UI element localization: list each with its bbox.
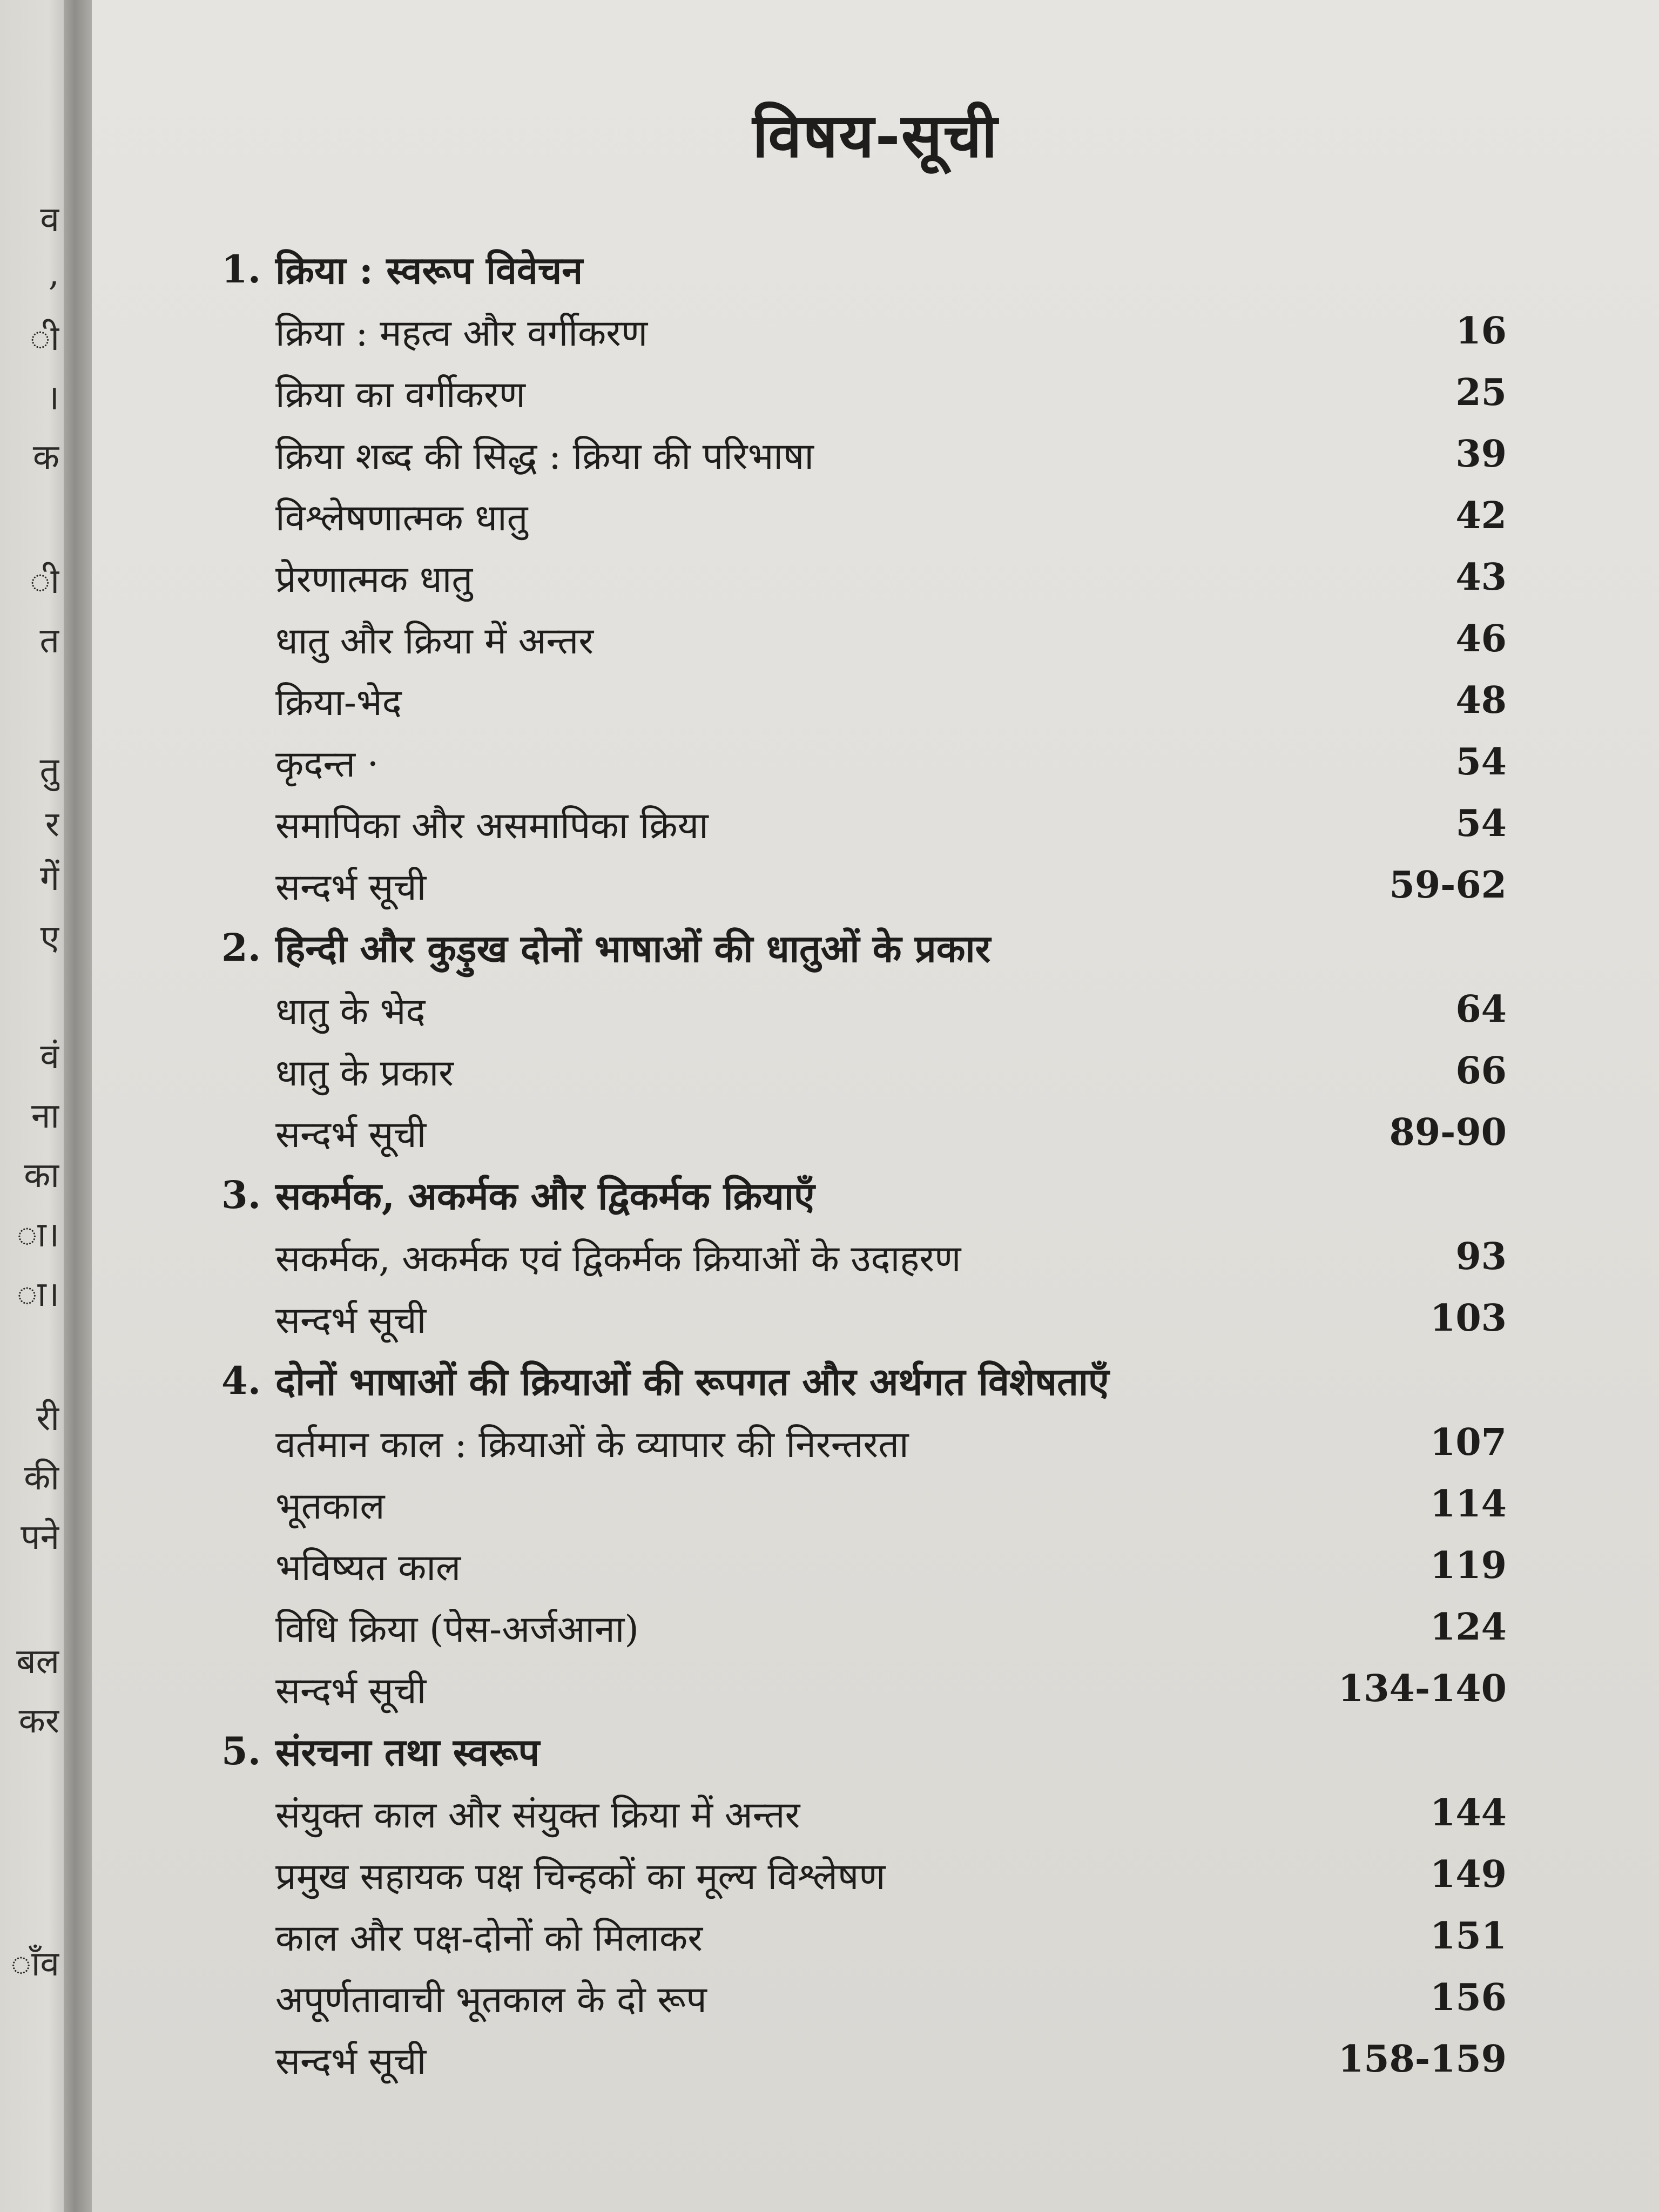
toc-entry [221, 1287, 1507, 1349]
entry-title: भविष्यत काल [275, 1546, 461, 1589]
entry-page-number: 46 [1455, 617, 1507, 660]
entry-title: सन्दर्भ सूची [275, 1299, 427, 1342]
chapter-title: क्रिया : स्वरूप विवेचन [275, 248, 583, 293]
entry-title: सन्दर्भ सूची [275, 2040, 427, 2083]
toc-entry [221, 670, 1507, 731]
toc-entry [221, 1473, 1507, 1535]
chapter-title: हिन्दी और कुड़ुख दोनों भाषाओं की धातुओं के प्रकार [275, 926, 991, 971]
chapter-section [221, 916, 1507, 1163]
entry-page-number: 39 [1455, 433, 1507, 476]
entry-title: भूतकाल [275, 1485, 385, 1528]
entry-page-number: 48 [1455, 679, 1507, 722]
chapter-number: 4. [221, 1358, 261, 1403]
entry-page-number: 151 [1430, 1914, 1507, 1958]
table-of-contents [221, 238, 1507, 2090]
entry-title: सन्दर्भ सूची [275, 1113, 427, 1156]
left-page-text-fragment: र [45, 805, 59, 845]
toc-entry [221, 485, 1507, 547]
entry-title: कृदन्त · [275, 743, 379, 786]
entry-page-number: 103 [1430, 1297, 1507, 1340]
entry-page-number: 64 [1455, 988, 1507, 1031]
entry-page-number: 66 [1455, 1049, 1507, 1092]
entry-title: विधि क्रिया (पेस-अर्जआना) [275, 1608, 639, 1651]
entry-page-number: 134-140 [1338, 1667, 1507, 1710]
left-page-text-fragment: । [46, 378, 59, 418]
toc-entry [221, 1905, 1507, 1967]
left-page-text-fragment: बल [16, 1642, 59, 1682]
entry-page-number: 43 [1455, 556, 1507, 599]
toc-entry [221, 547, 1507, 608]
chapter-section [221, 1163, 1507, 1349]
chapter-heading [221, 916, 1507, 979]
entry-title: धातु के प्रकार [275, 1051, 454, 1095]
entry-title: क्रिया का वर्गीकरण [275, 373, 525, 416]
book-gutter [64, 0, 96, 2212]
entry-page-number: 156 [1430, 1976, 1507, 2019]
entry-title: संयुक्त काल और संयुक्त क्रिया में अन्तर [275, 1793, 800, 1837]
toc-entry [221, 423, 1507, 485]
toc-entry [221, 1782, 1507, 1844]
left-page-text-fragment: री [36, 1399, 59, 1439]
entry-page-number: 114 [1430, 1482, 1507, 1526]
toc-entry [221, 1226, 1507, 1287]
entry-page-number: 89-90 [1389, 1111, 1507, 1154]
left-page-text-fragment: वं [40, 1037, 59, 1077]
left-page-text-fragment: , [48, 254, 59, 294]
left-page-text-fragment: ा। [17, 1274, 59, 1314]
entry-title: काल और पक्ष-दोनों को मिलाकर [275, 1917, 703, 1960]
chapter-section [221, 1349, 1507, 1719]
entry-title: क्रिया : महत्व और वर्गीकरण [275, 312, 648, 355]
chapter-title: संरचना तथा स्वरूप [275, 1730, 540, 1775]
entry-title: क्रिया-भेद [275, 681, 402, 724]
chapter-section [221, 1719, 1507, 2090]
chapter-heading [221, 238, 1507, 300]
chapter-heading [221, 1349, 1507, 1412]
left-page-text-fragment: तु [39, 751, 59, 791]
toc-entry [221, 2028, 1507, 2090]
left-facing-page [0, 0, 69, 2212]
entry-page-number: 54 [1455, 740, 1507, 784]
entry-title: समापिका और असमापिका क्रिया [275, 804, 709, 847]
chapter-heading [221, 1163, 1507, 1226]
left-page-text-fragment: ी [30, 562, 59, 602]
left-page-text-fragment: की [24, 1458, 59, 1498]
toc-entry [221, 1412, 1507, 1473]
left-page-text-fragment: त [39, 621, 59, 661]
toc-entry [221, 1535, 1507, 1596]
toc-entry [221, 1844, 1507, 1905]
entry-title: अपूर्णतावाची भूतकाल के दो रूप [275, 1978, 707, 2021]
entry-page-number: 16 [1455, 309, 1507, 353]
entry-title: प्रेरणात्मक धातु [275, 558, 473, 601]
left-page-text-fragment: ए [40, 918, 59, 958]
chapter-number: 1. [221, 246, 261, 292]
entry-page-number: 149 [1430, 1853, 1507, 1896]
chapter-number: 3. [221, 1172, 261, 1217]
entry-page-number: 42 [1455, 494, 1507, 537]
chapter-number: 2. [221, 925, 261, 970]
toc-entry [221, 731, 1507, 793]
left-page-text-fragment: व [40, 200, 59, 240]
left-page-text-fragment: ाँव [10, 1944, 59, 1984]
entry-title: वर्तमान काल : क्रियाओं के व्यापार की निरन्तरता [275, 1423, 909, 1466]
entry-page-number: 93 [1455, 1235, 1507, 1278]
chapter-section [221, 238, 1507, 916]
toc-entry [221, 1596, 1507, 1658]
entry-page-number: 54 [1455, 802, 1507, 845]
chapter-number: 5. [221, 1728, 261, 1773]
toc-entry [221, 1967, 1507, 2028]
left-page-text-fragment: क [32, 437, 59, 477]
chapter-title: दोनों भाषाओं की क्रियाओं की रूपगत और अर्थगत विशेषताएँ [275, 1359, 1109, 1404]
toc-entry [221, 979, 1507, 1040]
entry-title: धातु के भेद [275, 990, 426, 1033]
entry-page-number: 158-159 [1338, 2038, 1507, 2081]
toc-entry [221, 362, 1507, 423]
entry-page-number: 59-62 [1389, 864, 1507, 907]
entry-page-number: 144 [1430, 1791, 1507, 1835]
left-page-text-fragment: ी [30, 319, 59, 359]
entry-title: सन्दर्भ सूची [275, 866, 427, 909]
entry-page-number: 25 [1455, 371, 1507, 414]
entry-page-number: 119 [1430, 1544, 1507, 1587]
entry-title: प्रमुख सहायक पक्ष चिन्हकों का मूल्य विश्लेषण [275, 1855, 886, 1898]
entry-title: क्रिया शब्द की सिद्ध : क्रिया की परिभाषा [275, 435, 814, 478]
toc-entry [221, 1658, 1507, 1719]
chapter-heading [221, 1719, 1507, 1782]
toc-entry [221, 300, 1507, 362]
toc-entry [221, 1102, 1507, 1163]
toc-entry [221, 854, 1507, 916]
contents-page [92, 0, 1659, 2212]
left-page-text-fragment: ा। [17, 1215, 59, 1255]
toc-entry [221, 1040, 1507, 1102]
entry-title: विश्लेषणात्मक धातु [275, 496, 528, 539]
entry-page-number: 107 [1430, 1421, 1507, 1464]
entry-title: सन्दर्भ सूची [275, 1669, 427, 1712]
left-page-text-fragment: ना [31, 1096, 59, 1136]
left-page-text-fragment: पने [21, 1518, 59, 1557]
page-title: विषय-सूची [752, 100, 999, 171]
left-page-text-fragment: का [24, 1156, 59, 1196]
entry-title: सकर्मक, अकर्मक एवं द्विकर्मक क्रियाओं के उदाहरण [275, 1237, 961, 1280]
toc-entry [221, 608, 1507, 670]
entry-page-number: 124 [1430, 1606, 1507, 1649]
toc-entry [221, 793, 1507, 854]
entry-title: धातु और क्रिया में अन्तर [275, 619, 594, 663]
left-page-text-fragment: गें [39, 859, 59, 899]
left-page-text-fragment: कर [18, 1701, 59, 1741]
chapter-title: सकर्मक, अकर्मक और द्विकर्मक क्रियाएँ [275, 1174, 815, 1218]
